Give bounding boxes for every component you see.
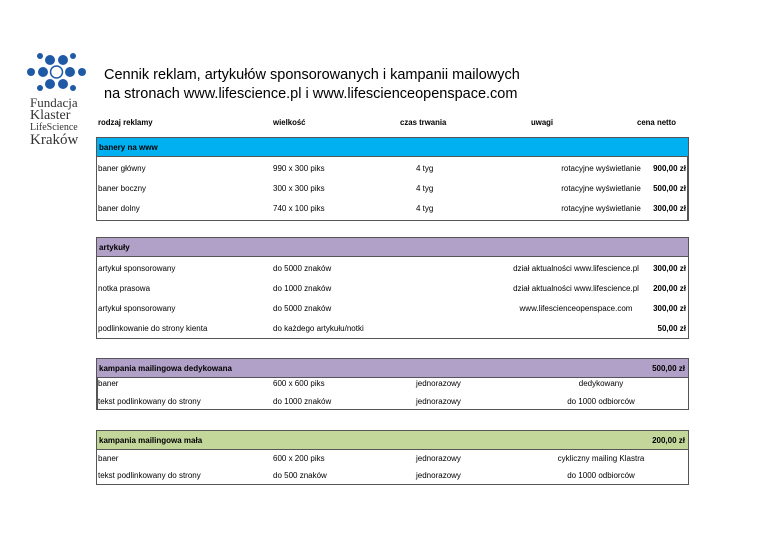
section-title: banery na www xyxy=(99,143,158,152)
cell-notes: rotacyjne wyświetlanie xyxy=(561,164,641,173)
column-header-duration: czas trwania xyxy=(400,118,447,127)
cell-size: 600 x 200 piks xyxy=(273,454,325,463)
cell-notes: dział aktualności www.lifescience.pl xyxy=(513,264,639,273)
table-row xyxy=(96,392,689,412)
table-row xyxy=(96,199,689,219)
klaster-logo-icon xyxy=(20,50,100,100)
cell-duration: jednorazowy xyxy=(416,454,461,463)
section-price: 200,00 zł xyxy=(652,436,685,445)
cell-type: baner dolny xyxy=(98,204,140,213)
cell-size: do 1000 znaków xyxy=(273,397,332,406)
cell-type: baner xyxy=(98,454,119,463)
column-header-size: wielkość xyxy=(273,118,306,127)
cell-price: 50,00 zł xyxy=(657,324,686,333)
table-row xyxy=(96,319,689,339)
cell-type: baner boczny xyxy=(98,184,147,193)
table-row xyxy=(96,279,689,299)
table-row xyxy=(96,374,689,394)
section-banery-header xyxy=(96,137,689,157)
cell-type: notka prasowa xyxy=(98,284,151,293)
cell-notes: rotacyjne wyświetlanie xyxy=(561,184,641,193)
cell-size: do 1000 znaków xyxy=(273,284,332,293)
cell-duration: jednorazowy xyxy=(416,379,461,388)
cell-duration: 4 tyg xyxy=(416,164,434,173)
cell-price: 500,00 zł xyxy=(653,184,686,193)
cell-type: baner główny xyxy=(98,164,146,173)
logo-line-3: LifeScience xyxy=(30,122,78,133)
cell-notes: www.lifescienceopenspace.com xyxy=(519,304,633,313)
page-title xyxy=(104,66,520,104)
section-title: artykuły xyxy=(99,243,130,252)
column-header-notes: uwagi xyxy=(531,118,554,127)
cell-price: 300,00 zł xyxy=(653,204,686,213)
column-header-price: cena netto xyxy=(637,118,676,127)
table-row xyxy=(96,299,689,319)
section-artykuly-header xyxy=(96,237,689,257)
cell-size: 740 x 100 piks xyxy=(273,204,325,213)
cell-size: 600 x 600 piks xyxy=(273,379,325,388)
cell-size: do 500 znaków xyxy=(273,471,327,480)
cell-notes: dział aktualności www.lifescience.pl xyxy=(513,284,639,293)
table-row xyxy=(96,259,689,279)
cell-type: artykuł sponsorowany xyxy=(98,264,176,273)
logo-line-1: Fundacja xyxy=(30,95,78,110)
section-title: kampania mailingowa mała xyxy=(99,436,203,445)
cell-duration: 4 tyg xyxy=(416,184,434,193)
section-mala-header xyxy=(96,430,689,450)
cell-size: 300 x 300 piks xyxy=(273,184,325,193)
cell-price: 300,00 zł xyxy=(653,264,686,273)
cell-size: do 5000 znaków xyxy=(273,264,332,273)
cell-size: do każdego artykułu/notki xyxy=(273,324,364,333)
table-row xyxy=(96,179,689,199)
cell-notes: dedykowany xyxy=(578,379,624,388)
cell-type: baner xyxy=(98,379,119,388)
cell-type: podlinkowanie do strony kienta xyxy=(98,324,208,333)
cell-duration: jednorazowy xyxy=(416,397,461,406)
section-title: kampania mailingowa dedykowana xyxy=(99,364,232,373)
table-row xyxy=(96,466,689,486)
cell-notes: rotacyjne wyświetlanie xyxy=(561,204,641,213)
cell-size: 990 x 300 piks xyxy=(273,164,325,173)
logo-line-4: Kraków xyxy=(30,132,79,148)
cell-type: artykuł sponsorowany xyxy=(98,304,176,313)
logo-text xyxy=(30,96,78,148)
cell-type: tekst podlinkowany do strony xyxy=(98,471,201,480)
section-price: 500,00 zł xyxy=(652,364,685,373)
cell-size: do 5000 znaków xyxy=(273,304,332,313)
cell-duration: 4 tyg xyxy=(416,204,434,213)
cell-notes: cykliczny mailing Klastra xyxy=(557,454,645,463)
logo-line-2: Klaster xyxy=(30,108,71,123)
cell-duration: jednorazowy xyxy=(416,471,461,480)
cell-price: 200,00 zł xyxy=(653,284,686,293)
title-line-1: Cennik reklam, artykułów sponsorowanych i kampanii mailowych xyxy=(104,67,520,83)
cell-notes: do 1000 odbiorców xyxy=(567,397,635,406)
cell-price: 900,00 zł xyxy=(653,164,686,173)
cell-price: 300,00 zł xyxy=(653,304,686,313)
cell-notes: do 1000 odbiorców xyxy=(567,471,635,480)
title-line-2: na stronach www.lifescience.pl i www.lifescienceopenspace.com xyxy=(104,86,518,102)
cell-type: tekst podlinkowany do strony xyxy=(98,397,201,406)
column-header-type: rodzaj reklamy xyxy=(98,118,153,127)
table-row xyxy=(96,159,689,179)
